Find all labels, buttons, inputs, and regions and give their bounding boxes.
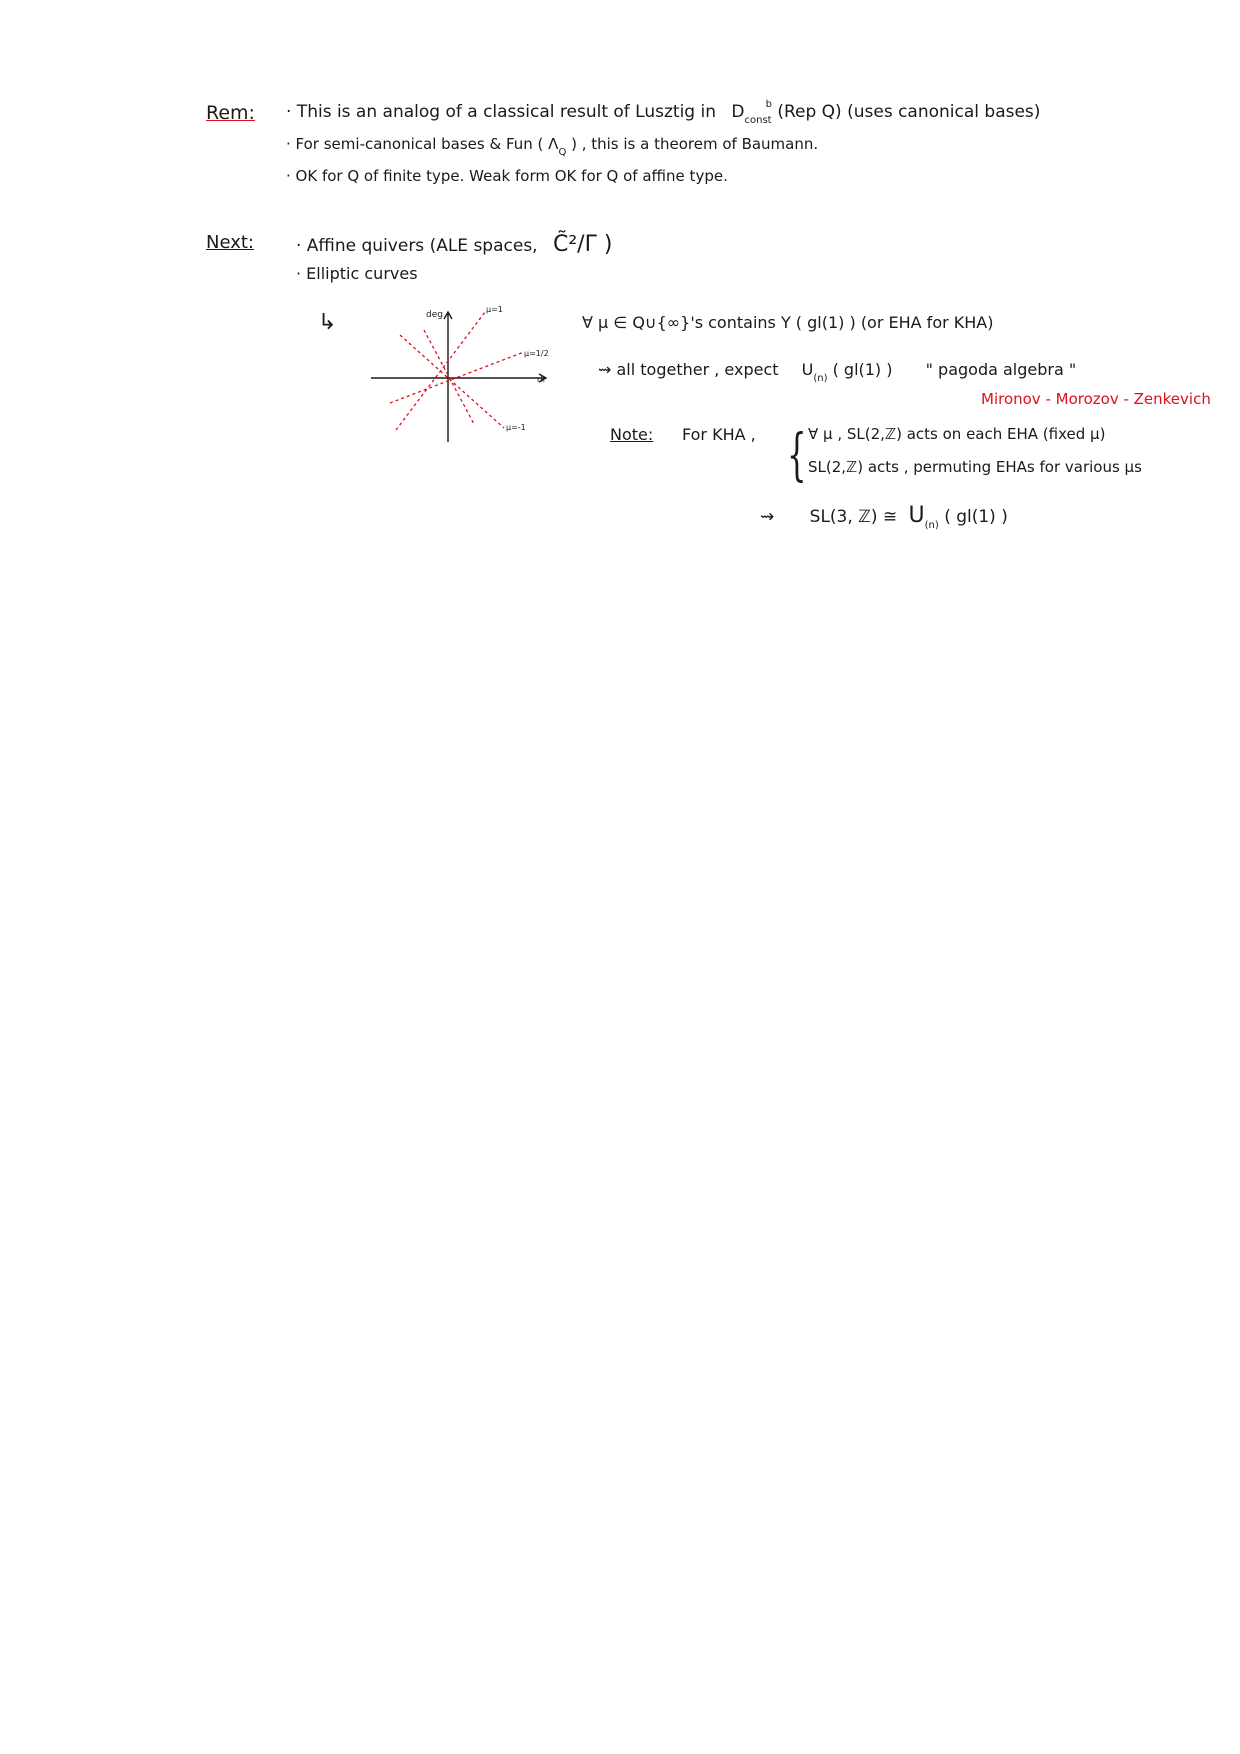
next-item-2: · Elliptic curves [296,264,418,283]
rem-item-2 [286,135,819,158]
note-line-1: ∀ μ , SL(2,ℤ) acts on each EHA (fixed μ) [808,425,1106,443]
result-text: SL(3, ℤ) ≅ [809,507,898,527]
next-heading: Next: [206,232,254,253]
line-2-sub: (n) [813,373,828,384]
next-item-1-text: · Affine quivers (ALE spaces, [296,236,538,256]
result-sub: (n) [924,520,939,531]
line-2-quote: " pagoda algebra " [925,360,1077,379]
rem-item-3: · OK for Q of finite type. Weak form OK for Q of affine type. [286,167,728,185]
result-arg: ( gl(1) ) [944,507,1008,527]
note-heading: Note: [610,425,654,444]
right-line-1: ∀ μ ∈ Q∪{∞}'s contains Y ( gl(1) ) (or EHA for KHA) [582,313,994,332]
rem-item-1-D: D [731,102,745,122]
rem-item-2-sub: Q [558,147,567,158]
rem-item-2-text: · For semi-canonical bases & Fun ( Λ [286,135,559,153]
note-line-2: SL(2,ℤ) acts , permuting EHAs for various μs [808,458,1142,476]
diagram-slope-lines [390,312,524,430]
credit-text: Mironov - Morozov - Zenkevich [981,390,1211,408]
mu-label-1: μ=1 [486,305,503,314]
curly-brace: { [787,423,807,488]
rem-item-1 [286,99,1041,126]
rem-heading: Rem: [206,102,255,124]
line-2-U: U [801,360,814,379]
mu-label-half: μ=1/2 [524,349,549,358]
rem-item-1-sub: const [744,115,772,126]
next-item-1-tail: C̃²/Γ ) [552,232,613,257]
mu-label-neg-1: μ=-1 [506,423,526,432]
slope-line-mu-neg-1 [400,335,504,428]
slope-line-extra [424,330,474,424]
result-U: U [908,503,925,528]
rem-item-1-text: · This is an analog of a classical result of Lusztig in [286,102,716,122]
line-2-arg: ( gl(1) ) [832,360,893,379]
right-line-2 [598,360,1077,384]
y-axis-label: deg [426,310,443,320]
slope-diagram [366,300,556,450]
result-line [760,503,1008,529]
next-item-1 [296,232,612,258]
note-prefix: For KHA , [682,425,756,444]
x-axis-label: rk [537,375,545,384]
result-prefix: ⇝ [760,507,775,527]
hook-arrow-icon: ↳ [318,310,337,335]
rem-item-2-tail: ) , this is a theorem of Baumann. [571,135,819,153]
rem-item-1-tail: (Rep Q) (uses canonical bases) [777,102,1041,122]
line-2-prefix: ⇝ all together , expect [598,360,779,379]
rem-item-1-sup: b [765,99,772,110]
